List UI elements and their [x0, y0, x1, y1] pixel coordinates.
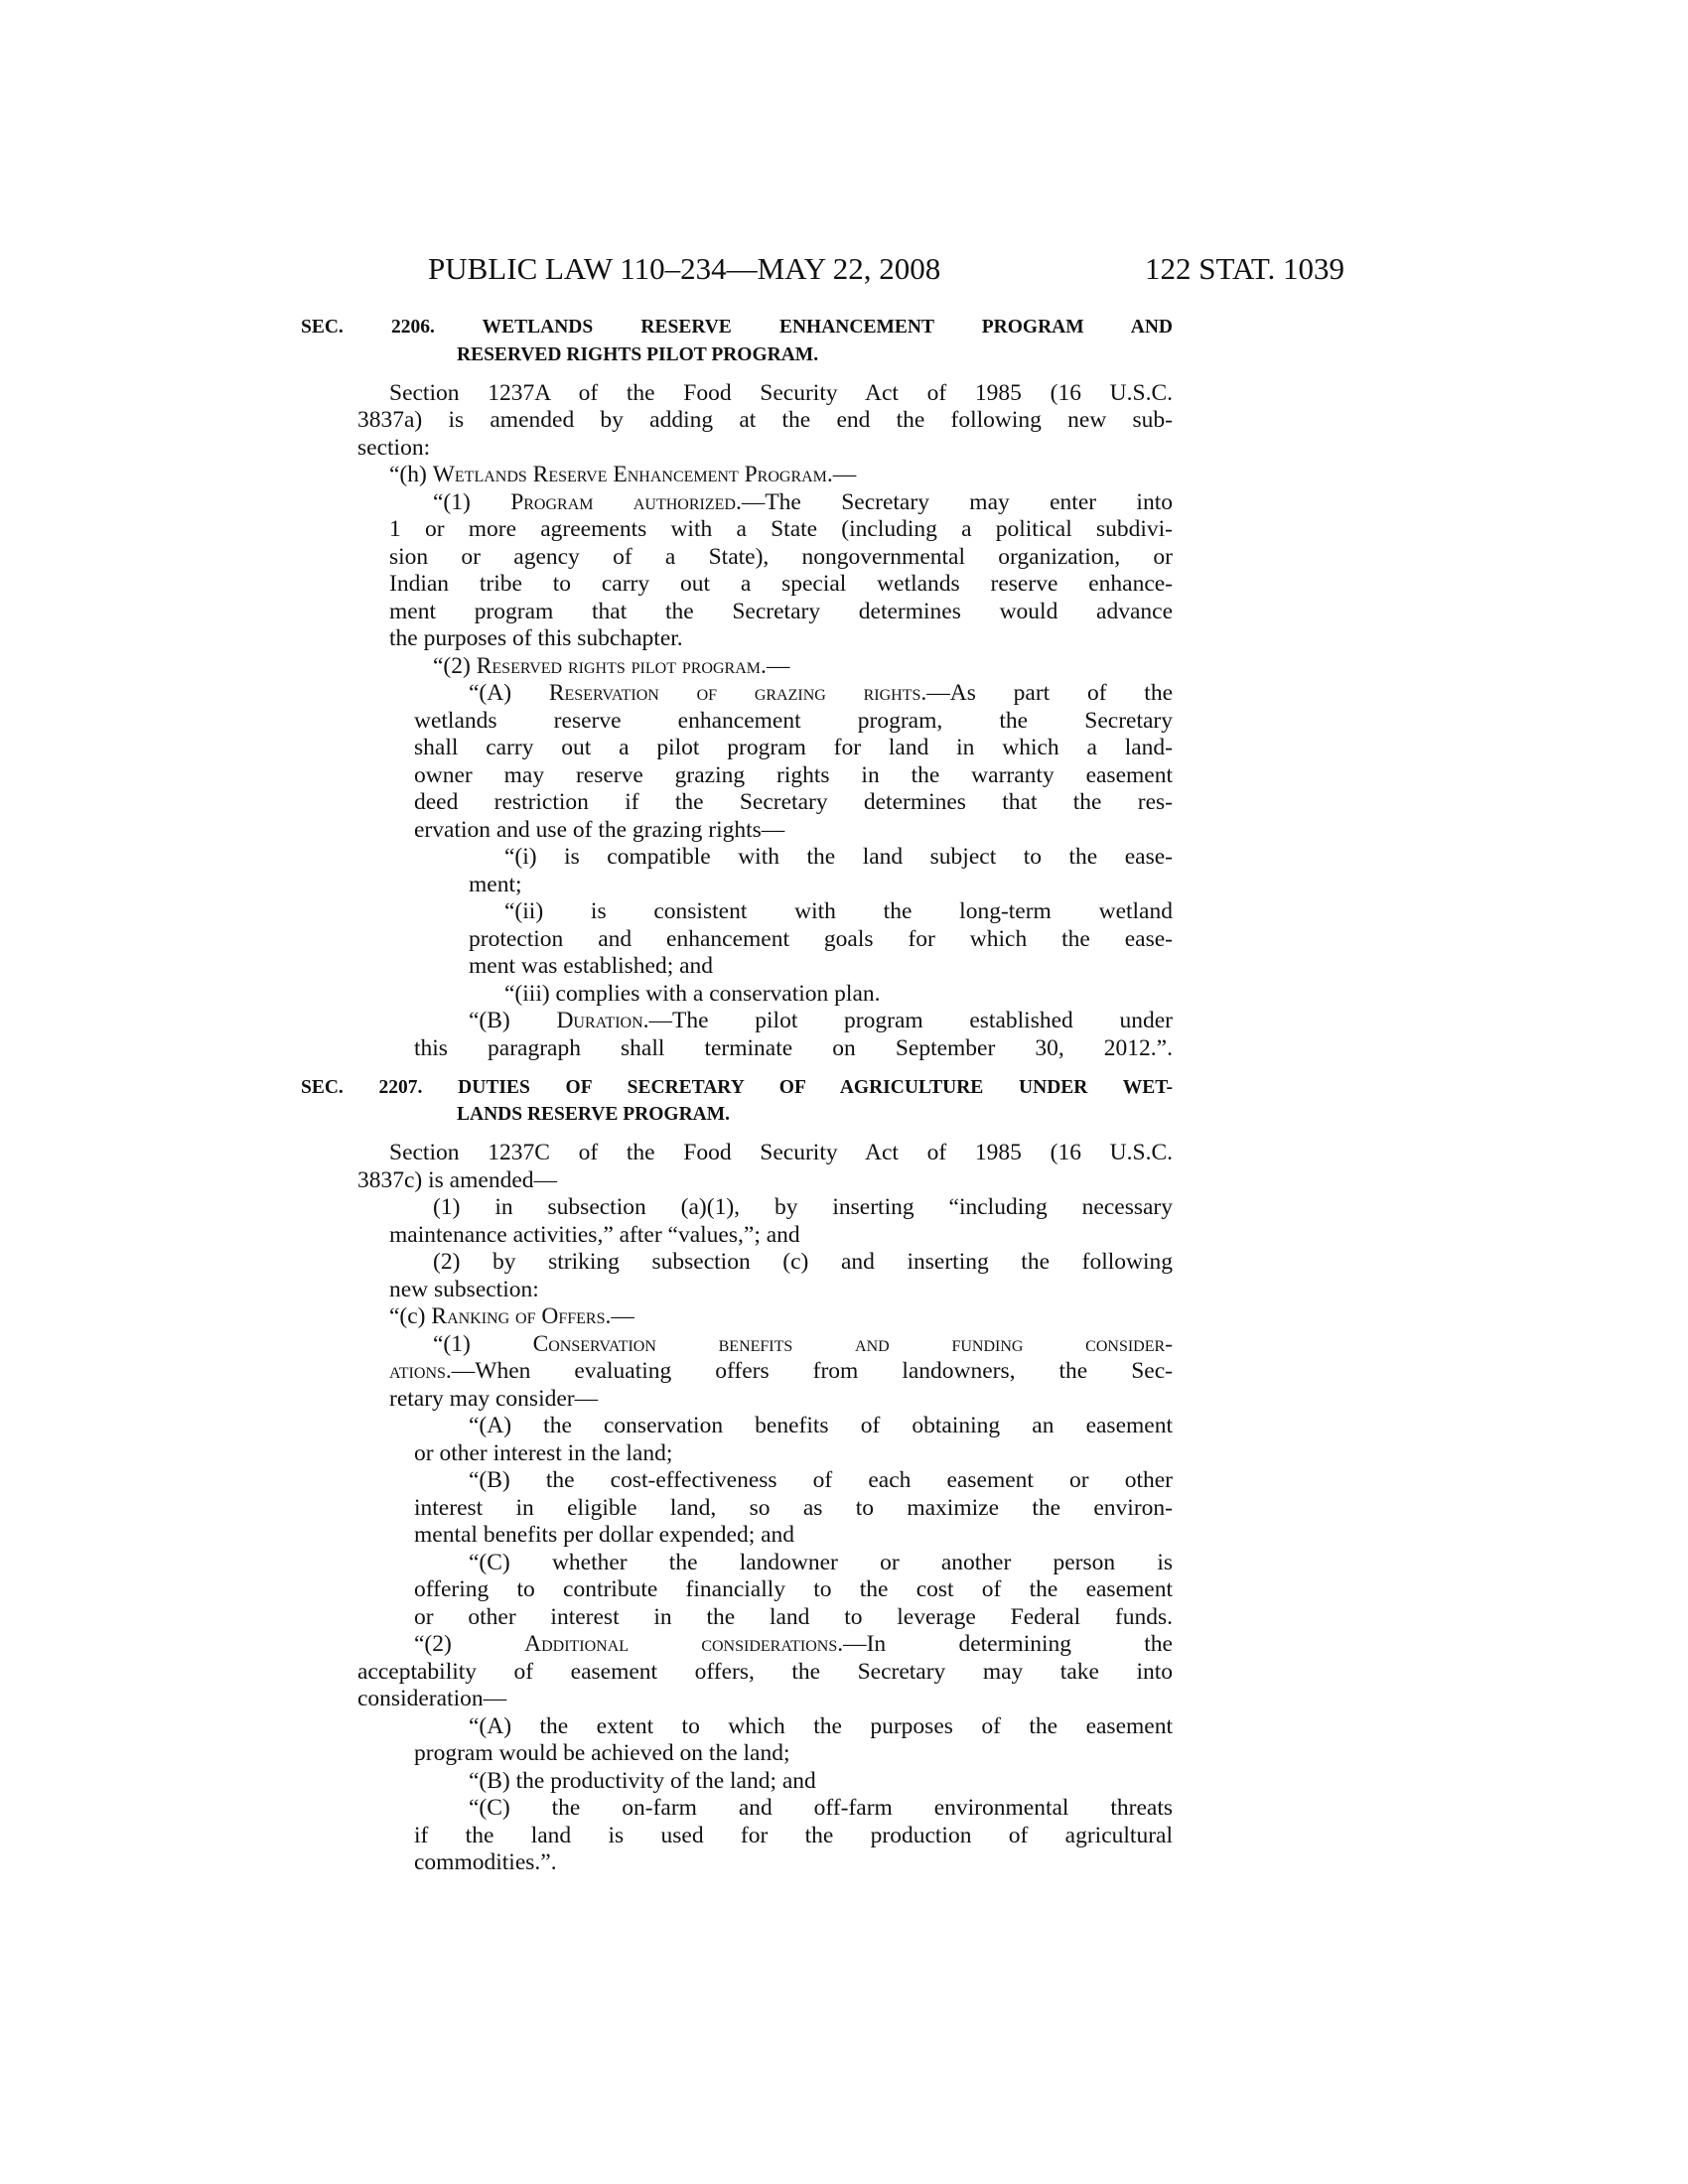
section-2206	[0, 314, 1688, 1062]
text-line	[414, 789, 1173, 817]
text-segment: consideration—	[357, 1686, 507, 1711]
text-segment: “(A) the extent to which the purposes of the easement	[469, 1712, 1173, 1739]
text-segment: retary may consider—	[389, 1385, 599, 1412]
text-line	[469, 680, 1173, 708]
small-caps-heading: ations	[389, 1358, 446, 1384]
text-segment: “(i) is compatible with the land subject to the ease-	[504, 844, 1173, 870]
text-segment: “(1)	[433, 1330, 533, 1357]
text-segment: “(h)	[389, 462, 433, 487]
section-text	[0, 1140, 1688, 1877]
text-segment: new subsection:	[389, 1276, 539, 1302]
text-segment: ment;	[469, 871, 522, 897]
text-line	[469, 1413, 1173, 1440]
text-segment: “(1)	[433, 488, 511, 515]
text-line	[414, 1604, 1173, 1632]
text-line	[357, 1167, 1173, 1195]
text-line	[389, 516, 1173, 544]
text-segment: shall carry out a pilot program for land in which a land-	[414, 735, 1173, 760]
text-segment: .—	[605, 1303, 634, 1329]
text-line	[414, 1740, 1173, 1768]
small-caps-heading: Ranking of Offers	[431, 1303, 606, 1329]
text-line	[433, 1194, 1173, 1222]
text-line	[469, 1008, 1173, 1035]
text-line	[433, 653, 1173, 681]
text-line	[433, 489, 1173, 517]
text-line	[414, 708, 1173, 736]
text-line	[469, 1550, 1173, 1577]
text-segment: sion or agency of a State), nongovernmental organization, or	[389, 543, 1173, 570]
text-segment: .—In determining the	[837, 1631, 1173, 1657]
small-caps-heading: Wetlands Reserve Enhancement Program	[432, 462, 827, 487]
text-line	[414, 817, 1173, 845]
text-line	[433, 1331, 1173, 1359]
text-segment: “(C) whether the landowner or another person is	[469, 1549, 1173, 1575]
text-segment: or other interest in the land to leverage Federal funds.	[414, 1603, 1173, 1630]
text-segment: .—The Secretary may enter into	[735, 488, 1173, 515]
text-line	[414, 1522, 1173, 1550]
text-segment: “(A) the conservation benefits of obtaining an easement	[469, 1413, 1173, 1438]
text-segment: interest in eligible land, so as to maximize the environ-	[414, 1494, 1173, 1521]
text-line	[414, 1631, 1173, 1659]
text-segment: “(c)	[389, 1303, 432, 1329]
text-segment: acceptability of easement offers, the Secretary may take into	[357, 1658, 1173, 1685]
text-segment: .—The pilot program established under	[642, 1008, 1173, 1033]
small-caps-heading: Duration	[556, 1008, 643, 1033]
text-segment: protection and enhancement goals for which the ease-	[469, 925, 1173, 952]
text-segment: .—	[826, 462, 857, 487]
text-line	[414, 1440, 1173, 1468]
text-segment: “(iii) complies with a conservation plan.	[504, 980, 881, 1007]
text-line	[433, 1249, 1173, 1277]
text-line	[414, 735, 1173, 762]
text-segment: mental benefits per dollar expended; and	[414, 1522, 795, 1548]
text-segment: ment program that the Secretary determines would advance	[389, 598, 1173, 624]
text-segment: (1) in subsection (a)(1), by inserting “including necessary	[433, 1194, 1173, 1220]
text-segment: ervation and use of the grazing rights—	[414, 816, 785, 843]
text-segment: ment was established; and	[469, 953, 714, 979]
text-segment: 3837c) is amended—	[357, 1166, 558, 1193]
text-segment: deed restriction if the Secretary determines that the res-	[414, 789, 1173, 815]
text-line	[469, 953, 1173, 981]
document-body	[0, 314, 1688, 1877]
text-segment: 3837a) is amended by adding at the end the following new sub-	[357, 407, 1173, 433]
running-header-page-number: 122 STAT. 1039	[1145, 251, 1345, 286]
text-line	[389, 599, 1173, 626]
small-caps-heading: Program authorized	[510, 488, 736, 515]
text-segment: commodities.”.	[414, 1849, 557, 1875]
text-segment: if the land is used for the production of agricultural	[414, 1822, 1173, 1848]
text-line	[389, 571, 1173, 599]
text-segment: “(A)	[469, 680, 549, 706]
text-segment: or other interest in the land;	[414, 1439, 673, 1466]
text-line	[389, 1222, 1173, 1250]
text-line	[504, 981, 1173, 1009]
text-line	[414, 762, 1173, 790]
section-heading-line: LANDS RESERVE PROGRAM.	[457, 1104, 731, 1125]
text-line	[357, 1686, 1173, 1713]
section-heading-line: SEC. 2207. DUTIES OF SECRETARY OF AGRICULTURE UNDER WET-	[301, 1076, 1173, 1098]
text-segment: the purposes of this subchapter.	[389, 625, 683, 651]
text-segment: “(B) the productivity of the land; and	[469, 1767, 816, 1794]
text-segment: .—	[760, 652, 790, 679]
text-segment: Section 1237C of the Food Security Act of 1985 (16 U.S.C.	[389, 1140, 1173, 1165]
text-segment: .—As part of the	[920, 680, 1173, 706]
section-text	[0, 380, 1688, 1063]
small-caps-heading: Reservation of grazing rights	[548, 680, 921, 706]
text-segment: wetlands reserve enhancement program, the Secretary	[414, 707, 1173, 734]
text-segment: Section 1237A of the Food Security Act of 1985 (16 U.S.C.	[389, 379, 1173, 406]
text-line	[504, 898, 1173, 926]
text-line	[389, 1277, 1173, 1304]
text-line	[389, 1358, 1173, 1386]
small-caps-heading: Additional considerations	[524, 1631, 838, 1657]
text-line	[414, 1576, 1173, 1604]
section-heading	[0, 314, 1688, 368]
text-segment: 1 or more agreements with a State (including a political subdivi-	[389, 516, 1173, 542]
text-line	[389, 625, 1173, 653]
text-line	[389, 1140, 1173, 1167]
text-segment: offering to contribute financially to the cost of the easement	[414, 1576, 1173, 1602]
text-line	[414, 1035, 1173, 1063]
text-line	[357, 435, 1173, 463]
section-heading	[0, 1074, 1688, 1129]
text-line	[389, 462, 1173, 489]
running-header-title: PUBLIC LAW 110–234—MAY 22, 2008	[428, 251, 941, 286]
text-segment: section:	[357, 434, 431, 461]
text-segment: “(C) the on-farm and off-farm environmental threats	[469, 1795, 1173, 1821]
text-segment: “(ii) is consistent with the long-term wetland	[504, 898, 1173, 924]
text-line	[414, 1495, 1173, 1523]
text-line	[469, 1467, 1173, 1495]
text-line	[389, 1386, 1173, 1414]
text-segment: (2) by striking subsection (c) and inserting the following	[433, 1249, 1173, 1275]
text-segment: “(2)	[414, 1631, 525, 1657]
text-segment: “(B)	[469, 1008, 557, 1033]
text-segment: this paragraph shall terminate on September 30, 2012.”.	[414, 1034, 1173, 1061]
text-line	[389, 380, 1173, 408]
text-line	[357, 1659, 1173, 1687]
text-line	[414, 1849, 1173, 1877]
section-heading-line: RESERVED RIGHTS PILOT PROGRAM.	[457, 343, 819, 365]
text-segment: “(B) the cost-effectiveness of each easement or other	[469, 1467, 1173, 1493]
text-segment: maintenance activities,” after “values,”; and	[389, 1221, 800, 1248]
text-line	[469, 1795, 1173, 1823]
small-caps-heading: Reserved rights pilot program	[476, 652, 761, 679]
text-segment: owner may reserve grazing rights in the warranty easement	[414, 761, 1173, 788]
text-segment: “(2)	[433, 652, 477, 679]
text-segment: program would be achieved on the land;	[414, 1740, 790, 1766]
text-line	[504, 844, 1173, 872]
text-line	[469, 872, 1173, 899]
text-line	[469, 926, 1173, 954]
text-line	[389, 544, 1173, 572]
text-line	[469, 1768, 1173, 1796]
text-line	[389, 1303, 1173, 1331]
small-caps-heading: Conservation benefits and funding consider-	[532, 1330, 1174, 1357]
section-2207	[0, 1074, 1688, 1877]
text-line	[469, 1713, 1173, 1741]
text-segment: .—When evaluating offers from landowners, the Sec-	[445, 1358, 1173, 1384]
section-heading-line: SEC. 2206. WETLANDS RESERVE ENHANCEMENT PROGRAM AND	[301, 317, 1173, 338]
text-line	[414, 1823, 1173, 1850]
text-line	[357, 407, 1173, 435]
text-segment: Indian tribe to carry out a special wetlands reserve enhance-	[389, 571, 1173, 597]
